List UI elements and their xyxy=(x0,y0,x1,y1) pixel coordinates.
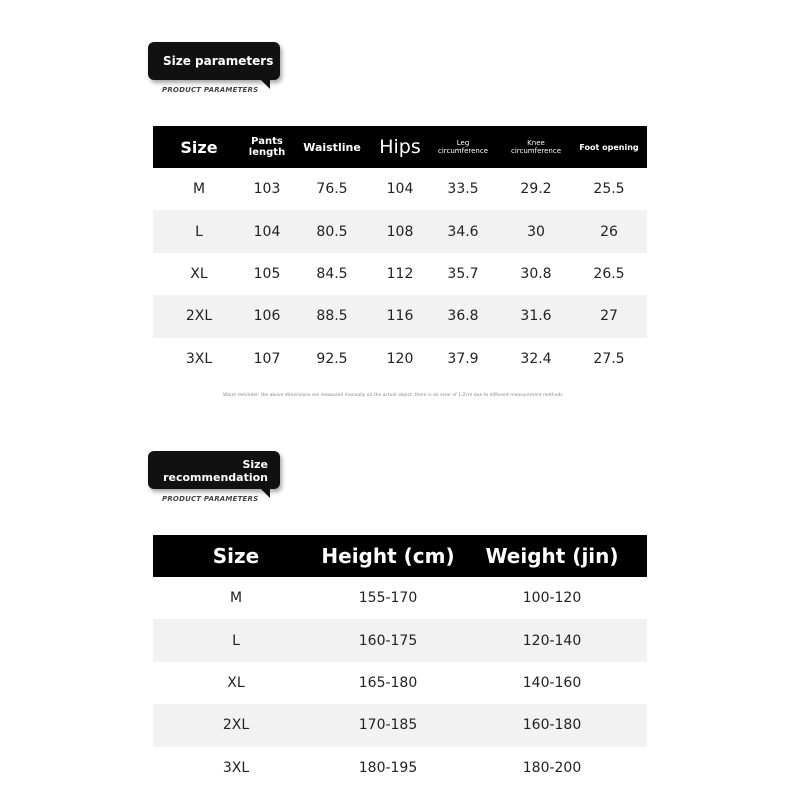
cell-leg: 33.5 xyxy=(447,181,479,198)
header-leg-line2: circumference xyxy=(437,147,488,155)
cell-height: 180-195 xyxy=(358,759,418,776)
cell-knee: 32.4 xyxy=(520,350,552,367)
size-recommendation-title-line2: recommendation xyxy=(163,471,268,484)
size-recommendation-tag xyxy=(148,451,280,503)
cell-size: 2XL xyxy=(153,295,245,337)
cell-pants-length: 107 xyxy=(253,350,281,367)
cell-hips: 112 xyxy=(386,265,414,282)
cell-size: XL xyxy=(227,674,245,691)
cell-height: 160-175 xyxy=(319,619,457,661)
cell-waistline: 92.5 xyxy=(316,350,348,367)
header-pants-line2: length xyxy=(248,147,286,158)
header-size: Size xyxy=(153,535,319,577)
cell-weight: 140-160 xyxy=(522,674,582,691)
table-row xyxy=(153,577,647,619)
cell-leg: 34.6 xyxy=(425,210,501,252)
cell-knee: 30 xyxy=(501,210,571,252)
cell-height: 155-170 xyxy=(358,590,418,607)
header-leg-circumference xyxy=(425,126,501,168)
cell-height: 170-185 xyxy=(319,704,457,746)
tag-pointer xyxy=(260,488,270,498)
cell-leg: 35.7 xyxy=(447,265,479,282)
cell-size: M xyxy=(229,590,243,607)
table-row xyxy=(153,619,647,661)
size-recommendation-title-line1: Size xyxy=(242,458,268,471)
cell-size: L xyxy=(153,210,245,252)
cell-knee: 29.2 xyxy=(520,181,552,198)
cell-leg: 37.9 xyxy=(447,350,479,367)
size-parameters-title: Size parameters xyxy=(163,54,274,68)
header-foot-opening: Foot opening xyxy=(571,126,647,168)
header-size: Size xyxy=(153,126,245,168)
cell-hips: 108 xyxy=(375,210,425,252)
cell-size: 2XL xyxy=(153,704,319,746)
table-row xyxy=(153,295,647,337)
cell-waistline: 84.5 xyxy=(316,265,348,282)
header-pants-line1: Pants xyxy=(251,136,283,147)
size-parameters-label-box xyxy=(148,42,280,80)
header-leg-line1: Leg xyxy=(456,139,470,147)
cell-foot: 27.5 xyxy=(593,350,625,367)
cell-foot: 25.5 xyxy=(593,181,625,198)
header-height: Height (cm) xyxy=(319,535,457,577)
cell-pants-length: 103 xyxy=(253,181,281,198)
cell-hips: 104 xyxy=(386,181,414,198)
cell-foot: 26 xyxy=(571,210,647,252)
table-row xyxy=(153,168,647,210)
cell-hips: 116 xyxy=(375,295,425,337)
size-recommendation-header-row xyxy=(153,535,647,577)
cell-weight: 120-140 xyxy=(457,619,647,661)
cell-pants-length: 104 xyxy=(245,210,289,252)
cell-foot: 27 xyxy=(571,295,647,337)
cell-size: 3XL xyxy=(185,350,213,367)
table-row xyxy=(153,704,647,746)
header-pants-length xyxy=(245,126,289,168)
cell-size: 3XL xyxy=(222,759,250,776)
cell-foot: 26.5 xyxy=(593,265,625,282)
table-row xyxy=(153,253,647,295)
cell-pants-length: 105 xyxy=(253,265,281,282)
cell-pants-length: 106 xyxy=(245,295,289,337)
cell-height: 165-180 xyxy=(358,674,418,691)
cell-size: XL xyxy=(190,265,208,282)
cell-knee: 30.8 xyxy=(520,265,552,282)
tag-pointer xyxy=(260,79,270,89)
cell-leg: 36.8 xyxy=(425,295,501,337)
header-waistline: Waistline xyxy=(289,126,375,168)
cell-waistline: 88.5 xyxy=(289,295,375,337)
size-parameters-tag xyxy=(148,42,280,94)
header-weight: Weight (jin) xyxy=(457,535,647,577)
size-recommendation-label-box xyxy=(148,451,280,489)
header-knee-line2: circumference xyxy=(510,147,561,155)
cell-waistline: 80.5 xyxy=(289,210,375,252)
size-parameters-header-row xyxy=(153,126,647,168)
table-row xyxy=(153,747,647,789)
size-recommendation-table xyxy=(153,535,647,789)
size-parameters-subtitle: PRODUCT PARAMETERS xyxy=(162,86,259,94)
table-row xyxy=(153,210,647,252)
cell-size: L xyxy=(153,619,319,661)
cell-weight: 100-120 xyxy=(522,590,582,607)
cell-waistline: 76.5 xyxy=(316,181,348,198)
cell-knee: 31.6 xyxy=(501,295,571,337)
header-knee-line1: Knee xyxy=(527,139,545,147)
measurement-note: Warm reminder: the above dimensions are measured manually on the actual object. there is an error of 1-2cm due to different measurement methods xyxy=(223,393,563,398)
header-knee-circumference xyxy=(501,126,571,168)
table-row xyxy=(153,338,647,380)
cell-hips: 120 xyxy=(386,350,414,367)
cell-weight: 180-200 xyxy=(522,759,582,776)
cell-weight: 160-180 xyxy=(457,704,647,746)
size-recommendation-subtitle: PRODUCT PARAMETERS xyxy=(162,495,259,503)
cell-size: M xyxy=(192,181,206,198)
table-row xyxy=(153,662,647,704)
size-parameters-table xyxy=(153,126,647,380)
header-hips: Hips xyxy=(375,126,425,168)
